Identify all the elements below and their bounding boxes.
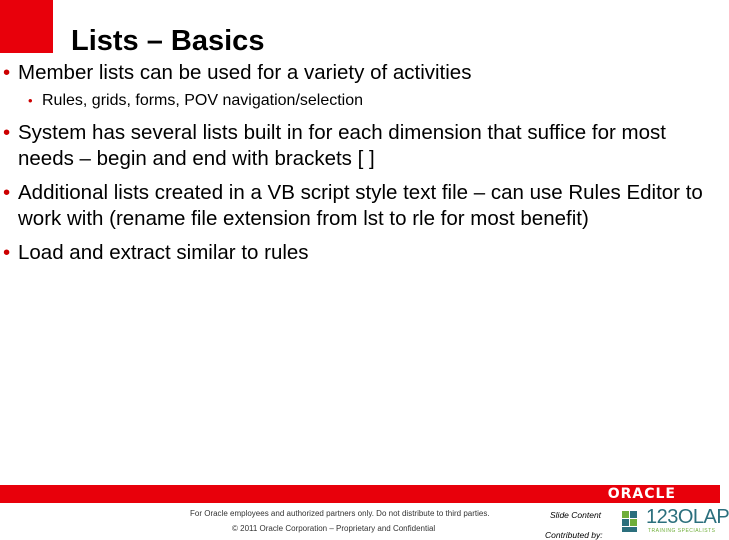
bullet-icon: •	[3, 61, 11, 84]
bullet-item	[0, 60, 712, 86]
bullet-icon: •	[3, 241, 11, 264]
sub-bullet-text: Rules, grids, forms, POV navigation/selection	[42, 92, 364, 109]
legal-notice: For Oracle employees and authorized partners only. Do not distribute to third parties.	[190, 509, 490, 518]
olap-logo-text: 123OLAP	[646, 506, 729, 528]
bullet-item	[0, 120, 712, 172]
slide-body	[0, 60, 712, 274]
bullet-icon: •	[3, 181, 11, 204]
contributor-label: Slide Content	[550, 510, 602, 520]
bullet-text: Member lists can be used for a variety of activities	[18, 61, 472, 84]
copyright-notice: © 2011 Oracle Corporation – Proprietary and Confidential	[232, 524, 436, 533]
contributor-label: Contributed by:	[545, 530, 603, 540]
contributor-logo	[620, 506, 729, 538]
bullet-item	[0, 180, 712, 232]
bullet-text: Additional lists created in a VB script style text file – can use Rules Editor to work with (rename file extension from lst to rle for most benefit)	[18, 181, 703, 230]
oracle-logo: ORACLE	[607, 486, 676, 502]
bullet-icon: •	[28, 93, 33, 108]
slide-title: Lists – Basics	[71, 25, 265, 57]
bullet-icon: •	[3, 121, 11, 144]
corner-accent-block	[0, 0, 53, 53]
bullet-text: System has several lists built in for each dimension that suffice for most needs – begin and end with brackets [ ]	[18, 121, 666, 170]
olap-logo-tagline: TRAINING SPECIALISTS	[648, 528, 716, 534]
olap-logo-icon	[620, 508, 642, 534]
sub-bullet-item	[0, 90, 712, 112]
bullet-item	[0, 240, 712, 266]
bullet-text: Load and extract similar to rules	[18, 241, 309, 264]
